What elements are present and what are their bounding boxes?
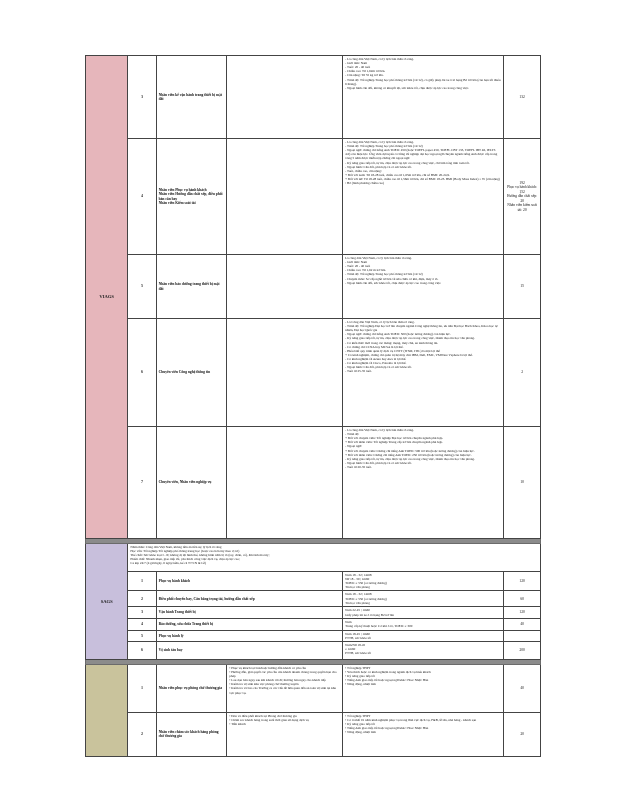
table-row [86,591,541,607]
position-title: Nhân viên chăm sóc khách hàng phòng chờ thương gia [156,712,227,756]
table-row [86,712,541,756]
quantity-cell: 200 [504,641,541,659]
quantity-cell: 15 [504,255,541,319]
requirements-cell: - Là Công dân Việt Nam, có lý lịch bản thân rõ ràng. - Trình độ: Tốt nghiệp Đại học trở lên chuyên ngành Công nghệ thông tin, ưu tiên Đại học Bách Khoa, Khoa học tự nhiên, Đại học Quốc gia - Ngoại ngữ: chứng chỉ tiếng Anh TOEIC 500 (hoặc tương đương) còn hiệu lực. - Kỹ năng giao tiếp tốt, tự tin, chịu được áp lực cao trong công việc, thành thạo tin học văn phòng. - Có kiến thức mới trong các mảng: mạng, máy chủ, an ninh thông tin. - Có chứng chỉ CCNA hay MCSA là lợi thế. - Hiểu biết quy trình quản lý dịch vụ CNTT (ITSM, ITIL) là một lợi thế + Có kinh nghiệm, chứng chỉ quản trị hệ máy chủ IBM, Dell, EMC, VMWare Vsphere là lợi thế. - Có kinh nghiệm về Azure hay Aws là lợi thế. - Có kinh nghiệm về Cisco, Paloalto là lợi thế. - Ngoại hình: Cân đối, phù hợp và có sức khỏe tốt. - Tuổi từ 25-35 tuổi. [343,319,504,427]
empty-cell [227,139,343,255]
position-title: Bảo dưỡng, sửa chữa Trang thiết bị [156,618,343,630]
row-number: 5 [128,630,156,641]
table-row [86,630,541,641]
row-number: 6 [128,641,156,659]
position-title: Điều phối chuyến bay, Cân bằng trọng tải, hướng dẫn chất xếp [156,591,343,607]
requirements-cell: • Tốt nghiệp THPT • Có ít nhất 01 năm kinh nghiệm phục vụ trong lĩnh vực dịch vụ, F&B, lễ tân, nhà hàng - khách sạn • Kỹ năng giao tiếp tốt • Tiếng Anh giao tiếp tốt hoặc ngoại ngữ khác: Hoa/ Nhật/ Hàn • Năng động, nhiệt tình [343,712,504,756]
row-number: 1 [128,664,156,712]
row-number: 5 [128,255,156,319]
quantity-cell: 20 [504,712,541,756]
quantity-cell: 40 [504,618,541,630]
requirements-cell: - Là công dân Việt Nam, có lý lịch bản thân rõ ràng. - Trình độ: + Đối với chuyên viên: Tốt nghiệp Đại học trở lên chuyên ngành phù hợp. + Đối với nhân viên: Tốt nghiệp Trung cấp trở lên chuyên ngành phù hợp. - Ngoại ngữ: + Đối với chuyên viên: Chứng chỉ tiếng Anh TOEIC 500 trở lên (hoặc tương đương) còn hiệu lực. + Đối với nhân viên: Chứng chỉ tiếng Anh TOEIC 250 trở lên (hoặc tương đương) còn hiệu lực. - Kỹ năng giao tiếp tốt, tự tin, chịu được áp lực cao trong công việc, thành thạo tin học văn phòng. - Ngoại hình: Cân đối, phù hợp và có sức khỏe tốt. - Tuổi từ 20-35 tuổi. [343,427,504,539]
quantity-cell: 10 [504,427,541,539]
position-title: Chuyên viên, Nhân viên nghiệp vụ [156,427,227,539]
quantity-cell: 120 [504,572,541,591]
row-number: 3 [128,607,156,618]
requirements-cell: Nam Trung cấp kỹ thuật hoặc Cơ khí ô tô, TOEIC ≥ 300 [343,618,504,630]
quantity-cell: 192 Phục vụ hành khách: 152 Hướng dẫn chất xếp: 20 Nhân viên kiểm soát tải: 20 [504,139,541,255]
requirements-cell: • Tốt nghiệp THPT • Yêu thích hoặc có kinh nghiệm trong ngành dịch vụ hiểu khách • Kỹ năng giao tiếp tốt • Tiếng Anh giao tiếp tốt hoặc ngoại ngữ khác: Hoa/ Nhật/ Hàn • Năng động, nhiệt tình [343,664,504,712]
table-row [86,607,541,618]
table-row [86,319,541,427]
table-row [86,572,541,591]
position-title: Vận hành Trang thiết bị [156,607,343,618]
row-number: 6 [128,319,156,427]
table-row [86,255,541,319]
empty-cell [227,427,343,539]
empty-cell [227,255,343,319]
requirements-cell: Nam 18-45 | 1m60 PTTH, sức khỏe tốt [343,630,504,641]
table-row [86,641,541,659]
quantity-cell: 40 [504,664,541,712]
row-number: 4 [128,618,156,630]
position-title: Nhân viên Phục vụ hành khách Nhân viên Hướng dẫn chất xếp, điều phối bàn cân bay Nhân viên Kiểm soát tải [156,139,227,255]
table-row [86,544,541,572]
duties-cell: • Phục vụ khách tại bàn/hoặc hướng dẫn khách có yêu cầu • Hướng dẫn, giải quyết các yêu cầu của khách nhanh chóng trong quyền hạn cho phép • Lau dọn bàn ngay sau khi khách rời đi; thường bàn ngay cho khách tiếp • Kiểm tra vệ sinh khu vực phòng chờ thường xuyên • Kiểm tra và báo cáo Trưởng ca các vấn đề liên quan đến an toàn vệ sinh tại khu vực phục vụ. [227,664,343,712]
position-title: Nhân viên phục vụ phòng chờ thương gia [156,664,227,712]
sags-general-note: Nhân thân: Công dân Việt Nam, không tiền án tiền sự, lý lịch rõ ràng Học vấn: Tốt nghiệp Tốt nghiệp phổ thông trung học (hoặc cao hơn tùy theo vị trí) Thể chất: Sức khỏe loại I - II; không dị tật hình thể, không hình xăm lộ rõ (tay, chân, cổ), âm tính ma túy; Phẩm chất: Nhanh nhẹn, giao tiếp tốt, yêu thích công việc dịch vụ, chịu áp lực cao; Ca kíp 24/7 (4 giờ/ngày, 6 ngày/tuần, kể cả T7/CN & Lễ) [128,544,541,572]
position-title: Chuyên viên Công nghệ thông tin [156,319,227,427]
table-row [86,139,541,255]
table-row [86,427,541,539]
group-label-sags: SAGS [86,544,128,660]
row-number: 7 [128,427,156,539]
quantity-cell: 60 [504,591,541,607]
row-number: 1 [128,572,156,591]
requirements-cell: Nam 18 - 32 | 1m68 Nữ 18 - 30 | 1m60 TOEIC ≥ 550 (or tương đương) Tin học văn phòng [343,572,504,591]
group-label-other [86,664,128,756]
position-title: Phục vụ hành lý [156,630,343,641]
requirements-cell: Nam 18 - 32 | 1m68 TOEIC ≥ 550 (or tương đương) Tin học văn phòng [343,591,504,607]
position-title: Vệ sinh tàu bay [156,641,343,659]
requirements-cell: - Là công dân Việt Nam, có lý lịch bản thân rõ ràng. - Trình độ: Tốt nghiệp Trung học phổ thông trở lên (12/12) - Ngoại ngữ: chứng chỉ tiếng Anh TOEIC 450 (hoặc TOEFL paper 450, TOEFL CBT 133, TOEFL IBT 46, IELTS 4.0) còn hiệu lực. Ứng viên dự tuyển có bằng tốt nghiệp đại học ngoại ngữ chuyên ngành tiếng Anh được cấp trong vòng 5 năm được miễn nộp chứng chỉ ngoại ngữ. - Kỹ năng giao tiếp tốt, tự tin, chịu được áp lực cao trong công việc, chỉ làm tổng tình toán tốt. - Ngoại hình: Cân đối, phù hợp và có sức khỏe tốt. - Tuổi, chiều cao, cân nặng: + Đối với nam: Từ 18-28 tuổi, chiều cao từ 1,65m trở lên, chỉ số BMI: 20-24,9. + Đối với nữ: Từ 18-28 tuổi, chiều cao từ 1,56m trở lên, chỉ số BMI: 18-23. BMI (Body Mass Index) = W (cân nặng) / H2 (bình phương chiều cao) [343,139,504,255]
table-row [86,664,541,712]
duties-cell: • Đón và điều phối khách tại Phòng chờ thương gia • Chăm sóc khách hàng trong suốt thời gian sử dụng dịch vụ • Tiễn khách [227,712,343,756]
requirements-cell: Nam/Nữ 18-45 ≥ 1m60 PTTH, sức khỏe tốt [343,641,504,659]
position-title: Nhân viên bảo dưỡng trang thiết bị mặt đất [156,255,227,319]
position-title: Nhân viên kế vận hành trang thiết bị mặt đất [156,56,227,139]
row-number: 3 [128,56,156,139]
recruitment-table [85,55,541,757]
recruitment-table-page [85,55,541,757]
row-number: 4 [128,139,156,255]
empty-cell [227,319,343,427]
quantity-cell: 2 [504,319,541,427]
table-row [86,618,541,630]
quantity-cell: 132 [504,56,541,139]
row-number: 2 [128,591,156,607]
quantity-cell: 120 [504,607,541,618]
empty-cell [227,56,343,139]
table-row [86,56,541,139]
requirements-cell: Là công dân Việt Nam, có lý lịch bản thân rõ ràng. - Giới tính: Nam - Tuổi: 20 - 40 tuổi - Chiều cao: Từ 1,62 m trở lên. - Trình độ: Tốt nghiệp Trung học phổ thông trở lên (12/12) - Chuyên môn: Sơ cấp nghề trở lên về sửa chữa cơ khí, điện, máy ô tô. - Ngoại hình cân đối, sức khỏe tốt, chịu được áp lực cao trong công việc. [343,255,504,319]
requirements-cell: - Là công dân Việt Nam, có lý lịch bản thân rõ ràng. - Giới tính: Nam - Tuổi: 20 - 40 tuổi - Chiều cao: Từ 1,62m trở lên. - Cân nặng: Từ 55 kg trở lên. - Trình độ: Tốt nghiệp Trung học phổ thông trở lên (12/12), có giấy phép lái xe ô tô hạng B2 trở lên (còn hạn tối thiểu 6 tháng). - Ngoại hình cân đối, không có khuyết tật, sức khỏe tốt, chịu được áp lực cao trong công việc. [343,56,504,139]
quantity-cell [504,630,541,641]
position-title: Phục vụ hành khách [156,572,343,591]
row-number: 2 [128,712,156,756]
group-label-viags: VIAGS [86,56,128,539]
requirements-cell: Nam 22-45 | 1m60 Giấy phép lái xe ô tô hạng B2 trở lên [343,607,504,618]
